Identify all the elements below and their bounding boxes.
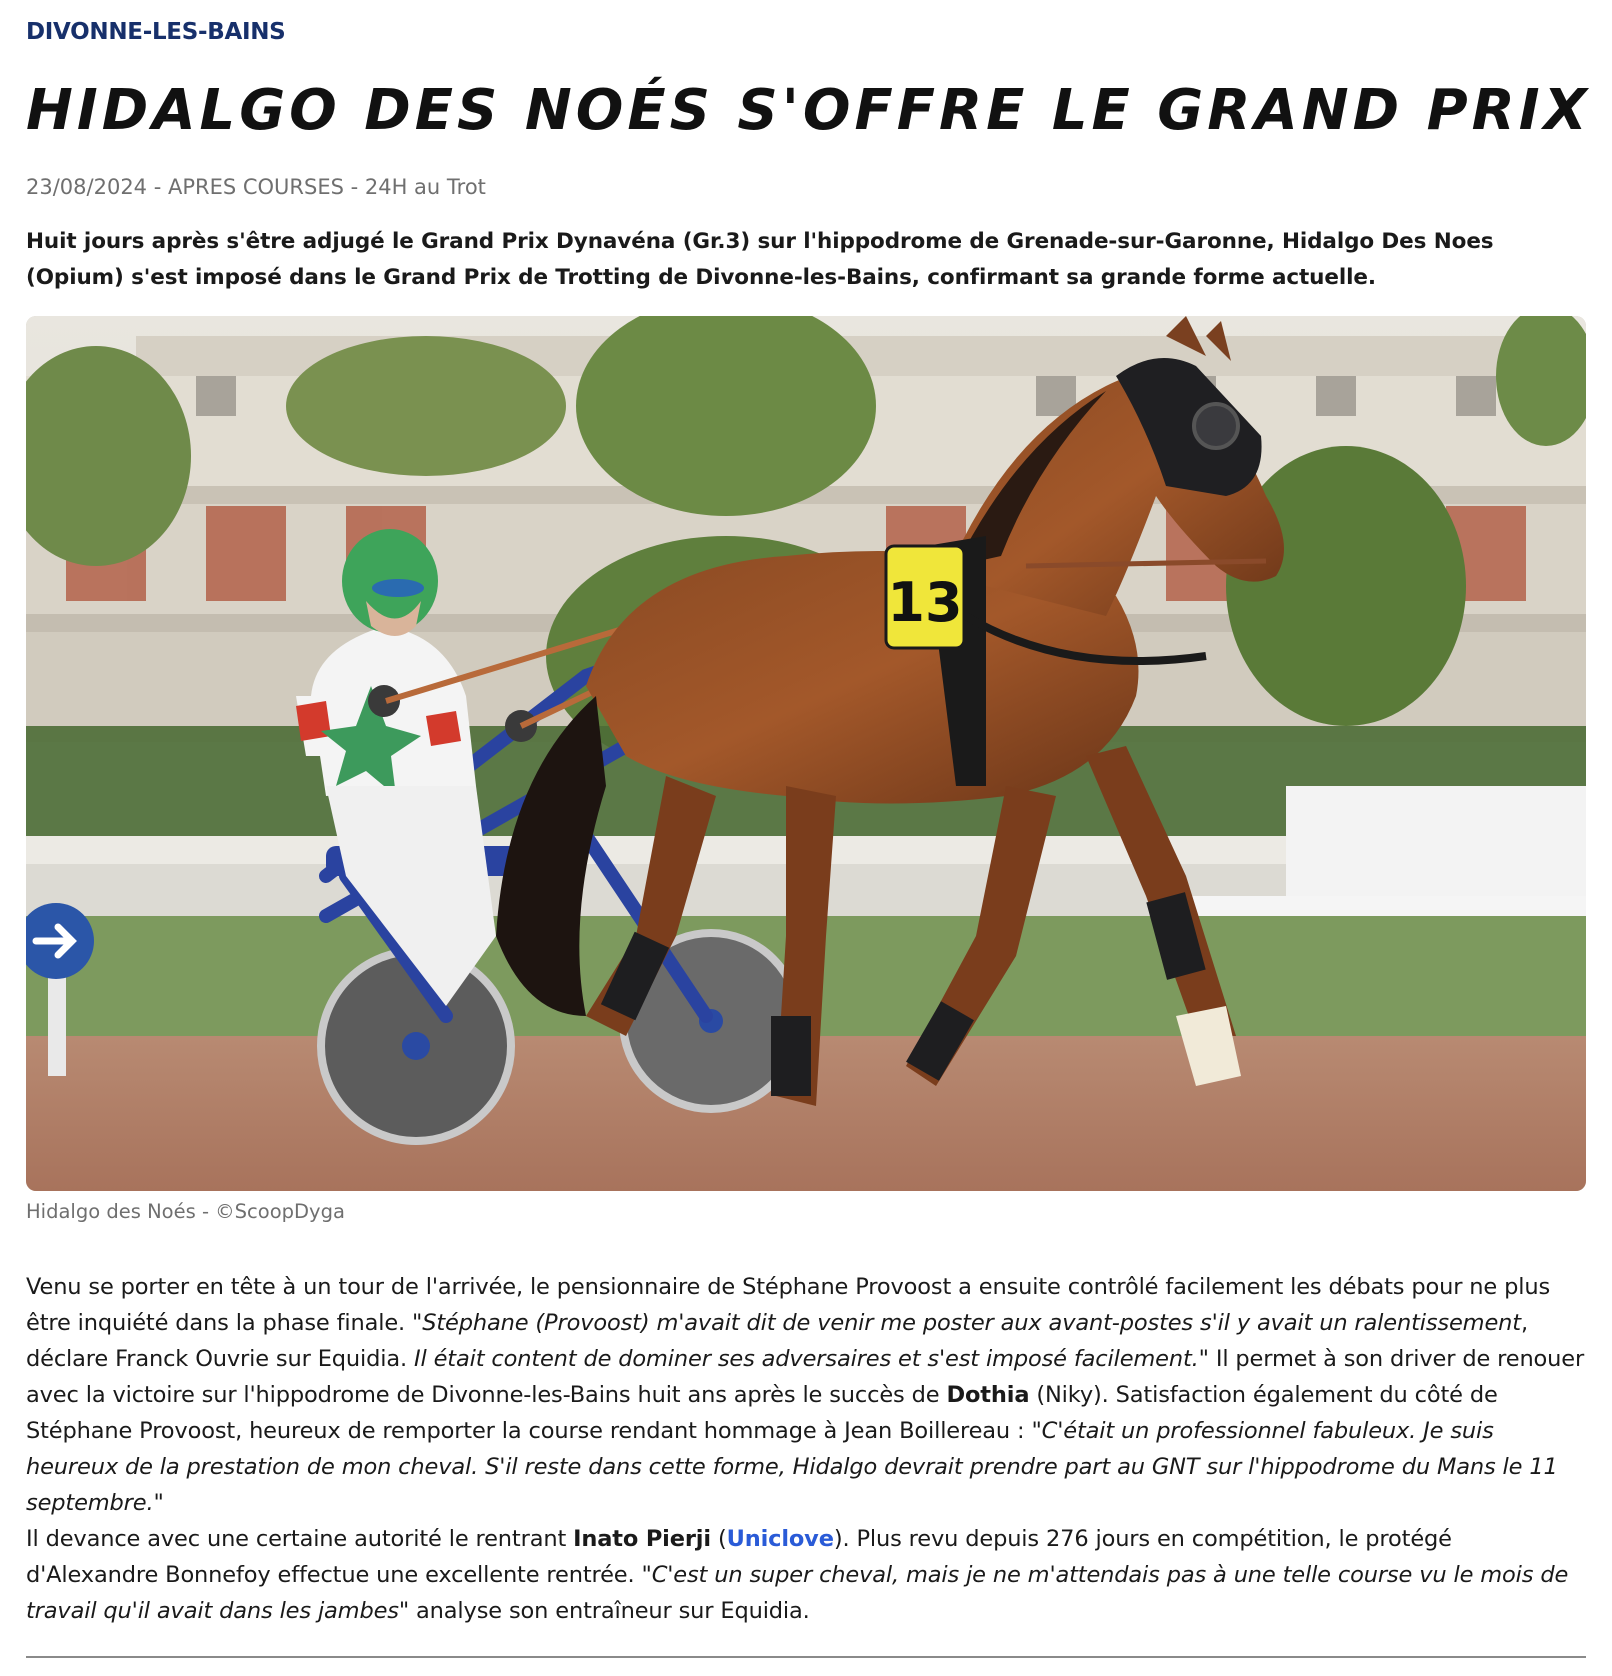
harness-racing-photo — [26, 316, 1586, 1191]
article-body — [26, 1269, 1586, 1629]
article-meta: 23/08/2024 - APRES COURSES - 24H au Trot — [26, 175, 486, 199]
horse-name: Inato Pierji — [573, 1526, 711, 1552]
quote-span: Il était content de dominer ses adversaires et s'est imposé facilement." — [414, 1346, 1209, 1372]
text-span: Venu se porter en tête à un tour de l'arrivée, le pensionnaire de Stéphane Provoost a ensuite contrôlé facilement les débats pour ne plus être inquiété dans la phase finale. — [26, 1274, 1551, 1336]
article-photo — [26, 316, 1586, 1191]
body-paragraph-1 — [26, 1269, 1586, 1521]
photo-caption: Hidalgo des Noés - ©ScoopDyga — [26, 1200, 345, 1223]
body-paragraph-2 — [26, 1521, 1586, 1629]
text-span: ( — [710, 1526, 727, 1552]
article-lead: Huit jours après s'être adjugé le Grand Prix Dynavéna (Gr.3) sur l'hippodrome de Grenade-sur-Garonne, Hidalgo Des Noes (Opium) s'est imposé dans le Grand Prix de Trotting de Divonne-les-Bains, confirmant sa grande forme actuelle. — [26, 229, 1494, 290]
text-span: ). Plus revu depuis 276 jours en compétition, le protégé d'Alexandre Bonnefoy effectue une excellente rentrée. — [26, 1526, 1452, 1588]
text-span: analyse son entraîneur sur Equidia. — [409, 1598, 810, 1624]
quote-span: "Stéphane (Provoost) m'avait dit de venir me poster aux avant-postes s'il y avait un ralentissement — [412, 1310, 1521, 1336]
saddle-number: 13 — [887, 571, 963, 634]
quote-span: "C'est un super cheval, mais je ne m'attendais pas à une telle course vu le mois de travail qu'il avait dans les jambes" — [26, 1562, 1569, 1624]
article-title: HIDALGO DES NOÉS S'OFFRE LE GRAND PRIX — [26, 78, 1591, 143]
article-category[interactable]: DIVONNE-LES-BAINS — [26, 19, 286, 45]
sire-link[interactable]: Uniclove — [726, 1526, 834, 1552]
quote-span: "C'était un professionnel fabuleux. Je suis heureux de la prestation de mon cheval. S'il reste dans cette forme, Hidalgo devrait prendre part au GNT sur l'hippodrome du Mans le 11 septembre." — [26, 1418, 1558, 1516]
text-span: Il permet à son driver de renouer avec la victoire sur l'hippodrome de Divonne-les-Bains huit ans après le succès de — [26, 1346, 1585, 1408]
article-divider — [26, 1656, 1586, 1658]
text-span: (Niky). Satisfaction également du côté de Stéphane Provoost, heureux de remporter la course rendant hommage à Jean Boillereau : — [26, 1382, 1498, 1444]
horse-name: Dothia — [946, 1382, 1030, 1408]
text-span: Il devance avec une certaine autorité le rentrant — [26, 1526, 574, 1552]
text-span: , déclare Franck Ouvrie sur Equidia. — [26, 1310, 1528, 1372]
